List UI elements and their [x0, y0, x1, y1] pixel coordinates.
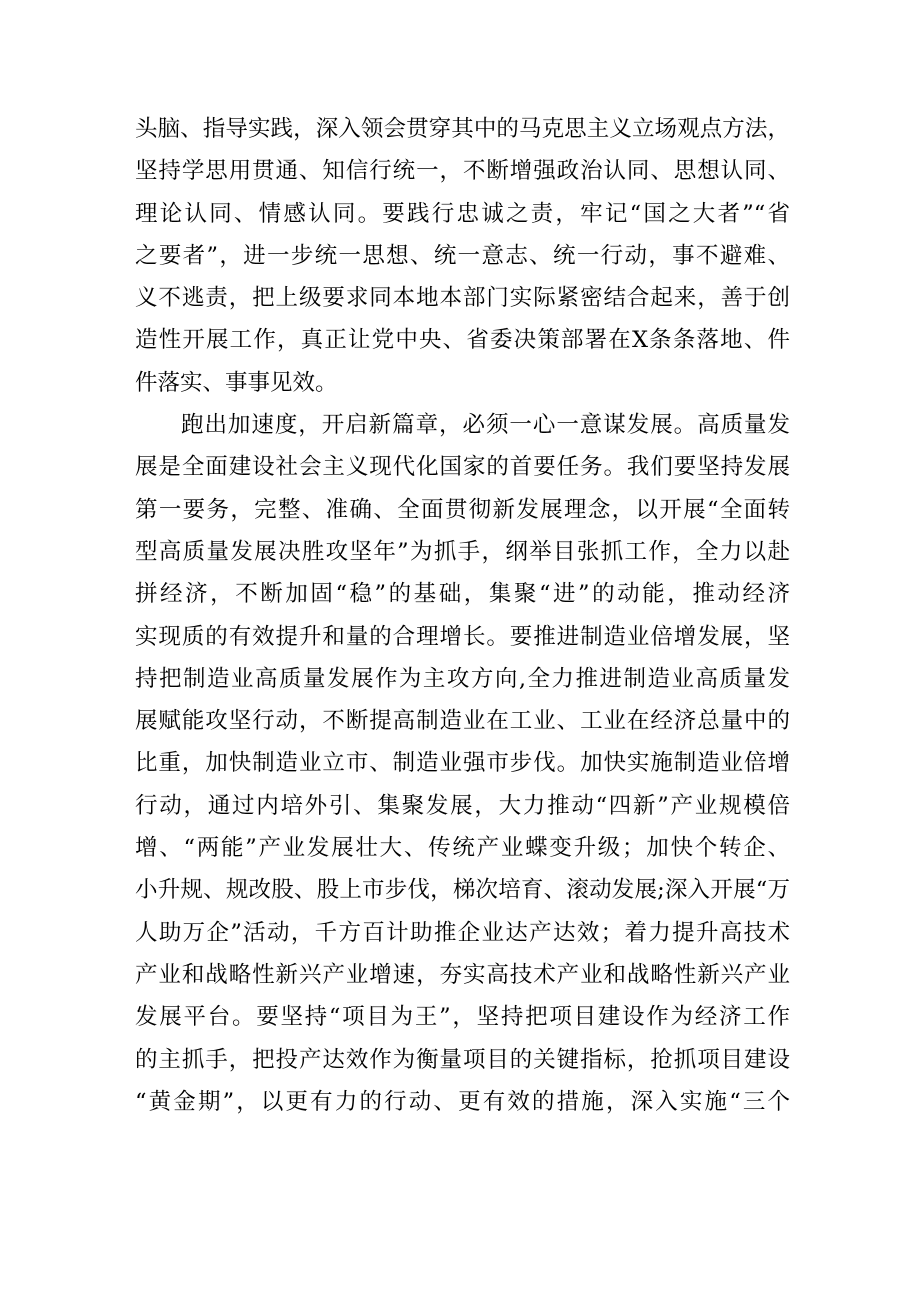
paragraph: [135, 108, 790, 404]
text-line: 第一要务，完整、准确、全面贯彻新发展理念，以开展“全面转: [135, 496, 790, 523]
text-line: 造性开展工作，真正让党中央、省委决策部署在X条条落地、件: [135, 327, 790, 354]
text-line: 增、“两能”产业发展壮大、传统产业蝶变升级；加快个转企、: [135, 835, 790, 862]
text-line: 拼经济，不断加固“稳”的基础，集聚“进”的动能，推动经济: [135, 581, 790, 608]
text-line: 比重，加快制造业立市、制造业强市步伐。加快实施制造业倍增: [135, 750, 790, 777]
text-line: 发展平台。要坚持“项目为王”，坚持把项目建设作为经济工作: [135, 1004, 790, 1031]
text-line: “黄金期”，以更有力的行动、更有效的措施，深入实施“三个: [135, 1088, 790, 1115]
text-line: 之要者”，进一步统一思想、统一意志、统一行动，事不避难、: [135, 242, 790, 269]
text-line: 小升规、规改股、股上市步伐，梯次培育、滚动发展;深入开展“万: [135, 877, 790, 904]
paragraph: [135, 404, 790, 1123]
text-line: 头脑、指导实践，深入领会贯穿其中的马克思主义立场观点方法，: [135, 116, 790, 142]
text-line: 坚持学思用贯通、知信行统一，不断增强政治认同、思想认同、: [135, 158, 790, 185]
text-line: 展是全面建设社会主义现代化国家的首要任务。我们要坚持发展: [135, 454, 790, 481]
text-line: 理论认同、情感认同。要践行忠诚之责，牢记“国之大者”“省: [135, 200, 790, 227]
text-line: 跑出加速度，开启新篇章，必须一心一意谋发展。高质量发: [181, 412, 790, 439]
text-line: 实现质的有效提升和量的合理增长。要推进制造业倍增发展，坚: [135, 623, 790, 650]
text-line: 型高质量发展决胜攻坚年”为抓手，纲举目张抓工作，全力以赴: [135, 538, 790, 565]
body-text: [135, 108, 790, 1123]
text-line: 展赋能攻坚行动，不断提高制造业在工业、工业在经济总量中的: [135, 708, 790, 735]
text-line: 持把制造业高质量发展作为主攻方向,全力推进制造业高质量发: [135, 665, 790, 692]
text-line: 的主抓手，把投产达效作为衡量项目的关键指标，抢抓项目建设: [135, 1046, 790, 1073]
text-line: 人助万企”活动，千方百计助推企业达产达效；着力提升高技术: [135, 919, 790, 946]
text-line: 行动，通过内培外引、集聚发展，大力推动“四新”产业规模倍: [135, 792, 790, 819]
text-line: 件落实、事事见效。: [135, 369, 338, 396]
text-line: 产业和战略性新兴产业增速，夯实高技术产业和战略性新兴产业: [135, 961, 790, 988]
text-line: 义不逃责，把上级要求同本地本部门实际紧密结合起来，善于创: [135, 285, 790, 312]
